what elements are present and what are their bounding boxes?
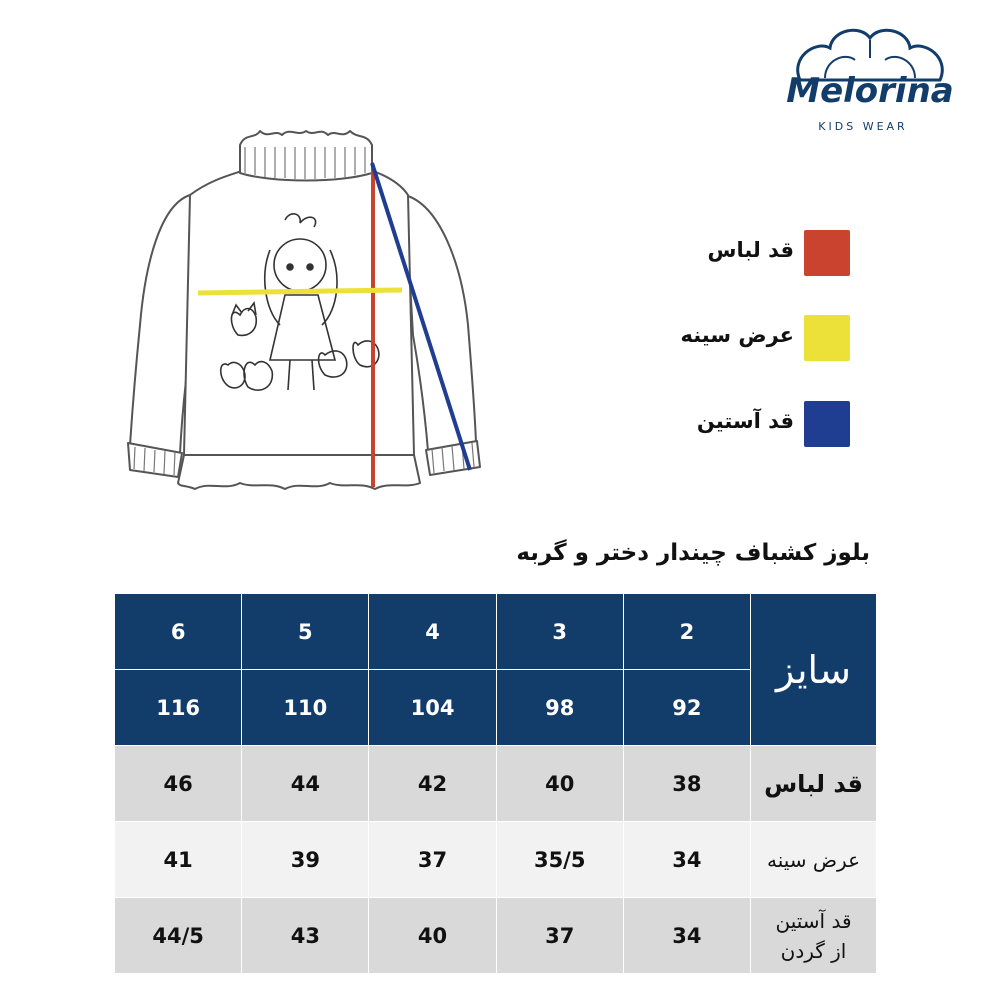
garment-illustration	[120, 125, 490, 505]
chest-measure-line	[198, 290, 402, 293]
value-cell: 44/5	[115, 898, 242, 974]
legend-label-chest: عرض سینه	[680, 323, 794, 347]
value-cell: 35/5	[496, 822, 623, 898]
legend-swatch-blue	[804, 401, 850, 447]
size-cell: 3	[496, 594, 623, 670]
value-cell: 39	[242, 822, 369, 898]
table-row-length	[115, 746, 877, 822]
shell-logo-icon	[770, 18, 970, 138]
value-cell: 37	[369, 822, 496, 898]
value-cell: 43	[242, 898, 369, 974]
legend-item-sleeve	[640, 401, 860, 451]
size-cell: 5	[242, 594, 369, 670]
brand-tagline: KIDS WEAR	[818, 120, 908, 133]
value-cell: 44	[242, 746, 369, 822]
row-label-chest: عرض سینه	[751, 822, 877, 898]
height-cell: 104	[369, 670, 496, 746]
table-row-sizes	[115, 594, 877, 670]
size-cell: 4	[369, 594, 496, 670]
size-chart-table	[114, 593, 877, 974]
ruffled-sweatshirt-icon	[120, 125, 490, 505]
value-cell: 38	[623, 746, 750, 822]
value-cell: 42	[369, 746, 496, 822]
value-cell: 34	[623, 822, 750, 898]
legend-label-sleeve: قد آستین	[696, 409, 794, 433]
table-row-chest	[115, 822, 877, 898]
row-label-length: قد لباس	[751, 746, 877, 822]
height-cell: 92	[623, 670, 750, 746]
brand-name: Melorina	[786, 71, 954, 111]
brand-logo	[770, 18, 970, 138]
value-cell: 34	[623, 898, 750, 974]
value-cell: 46	[115, 746, 242, 822]
legend-label-length: قد لباس	[707, 238, 794, 262]
height-cell: 110	[242, 670, 369, 746]
height-cell: 116	[115, 670, 242, 746]
size-header-label: سایز	[751, 594, 877, 746]
product-title: بلوز کشباف چیندار دختر و گربه	[516, 540, 870, 566]
size-cell: 6	[115, 594, 242, 670]
legend-swatch-red	[804, 230, 850, 276]
row-label-sleeve-line1: قد آستین	[775, 908, 852, 933]
row-label-sleeve-line2: از گردن	[780, 938, 847, 963]
legend-item-length	[640, 230, 860, 280]
value-cell: 40	[369, 898, 496, 974]
legend-swatch-yellow	[804, 315, 850, 361]
legend-item-chest	[640, 315, 860, 365]
height-cell: 98	[496, 670, 623, 746]
row-label-sleeve	[751, 898, 877, 974]
value-cell: 40	[496, 746, 623, 822]
value-cell: 41	[115, 822, 242, 898]
value-cell: 37	[496, 898, 623, 974]
size-cell: 2	[623, 594, 750, 670]
table-row-sleeve	[115, 898, 877, 974]
